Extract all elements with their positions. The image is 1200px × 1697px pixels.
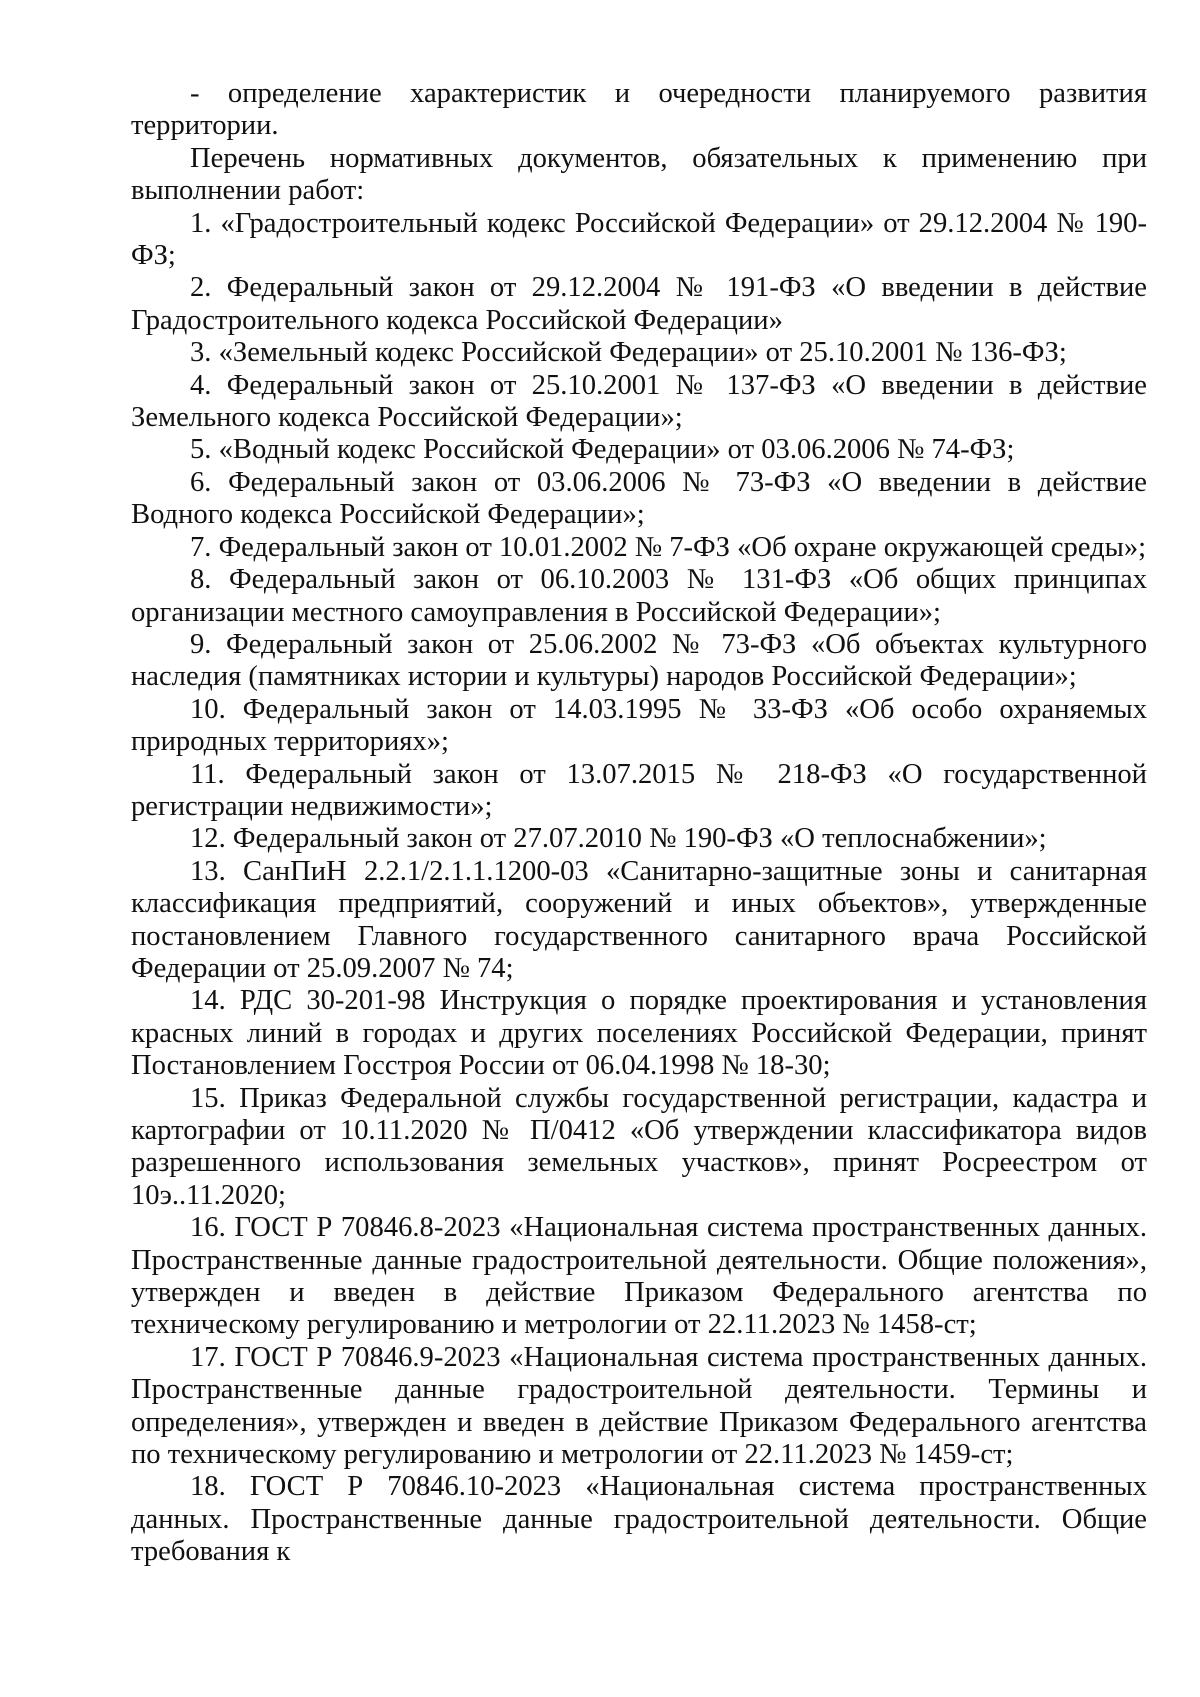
paragraph-intro-item: - определение характеристик и очередности планируемого развития территории. xyxy=(131,78,1155,142)
paragraph-documents-heading: Перечень нормативных документов, обязательных к применению при выполнении работ: xyxy=(131,142,1155,207)
list-item-1: 1. «Градостроительный кодекс Российской Федерации» от 29.12.2004 № 190-ФЗ; xyxy=(131,207,1147,272)
list-item-10: 10. Федеральный закон от 14.03.1995 № 33-ФЗ «Об особо охраняемых природных территориях»; xyxy=(131,693,1155,758)
list-item-14: 14. РДС 30-201-98 Инструкция о порядке проектирования и установления красных линий в городах и других поселениях Российской Федерации, принят Постановлением Госстроя России от 06.04.1998 № 18-30; xyxy=(131,985,1155,1082)
list-item-12: 12. Федеральный закон от 27.07.2010 № 190-ФЗ «О теплоснабжении»; xyxy=(190,823,1047,855)
document-body xyxy=(131,78,1155,1569)
list-item-9: 9. Федеральный закон от 25.06.2002 № 73-ФЗ «Об объектах культурного наследия (памятниках истории и культуры) народов Российской Федерации»; xyxy=(131,628,1155,693)
list-item-16: 16. ГОСТ Р 70846.8-2023 «Национальная система пространственных данных. Пространственные данные градостроительной деятельности. Общие положения», утвержден и введен в действие Приказом Федерального агентства по техническому регулированию и метрологии от 22.11.2023 № 1458-ст; xyxy=(131,1212,1155,1341)
list-item-18: 18. ГОСТ Р 70846.10-2023 «Национальная система пространственных данных. Пространственные данные градостроительной деятельности. Общие требования к xyxy=(131,1471,1155,1568)
list-item-3: 3. «Земельный кодекс Российской Федерации» от 25.10.2001 № 136-ФЗ; xyxy=(190,337,1067,369)
list-item-11: 11. Федеральный закон от 13.07.2015 № 218-ФЗ «О государственной регистрации недвижимости»; xyxy=(131,758,1155,822)
list-item-17: 17. ГОСТ Р 70846.9-2023 «Национальная система пространственных данных. Пространственные данные градостроительной деятельности. Термины и определения», утвержден и введен в действие Приказом Федерального агентства по техническому регулированию и метрологии от 22.11.2023 № 1459-ст; xyxy=(131,1341,1155,1471)
list-item-8: 8. Федеральный закон от 06.10.2003 № 131-ФЗ «Об общих принципах организации местного самоуправления в Российской Федерации»; xyxy=(131,564,1155,628)
list-item-7: 7. Федеральный закон от 10.01.2002 № 7-ФЗ «Об охране окружающей среды»; xyxy=(190,531,1147,563)
list-item-2: 2. Федеральный закон от 29.12.2004 № 191-ФЗ «О введении в действие Градостроительного кодекса Российской Федерации» xyxy=(131,272,1155,336)
list-item-13: 13. СанПиН 2.2.1/2.1.1.1200-03 «Санитарно-защитные зоны и санитарная классификация предприятий, сооружений и иных объектов», утвержденные постановлением Главного государственного санитарного врача Российской Федерации от 25.09.2007 № 74; xyxy=(131,855,1155,984)
list-item-6: 6. Федеральный закон от 03.06.2006 № 73-ФЗ «О введении в действие Водного кодекса Российской Федерации»; xyxy=(131,466,1155,531)
list-item-5: 5. «Водный кодекс Российской Федерации» от 03.06.2006 № 74-ФЗ; xyxy=(190,434,1015,466)
list-item-15: 15. Приказ Федеральной службы государственной регистрации, кадастра и картографии от 10.11.2020 № П/0412 «Об утверждении классификатора видов разрешенного использования земельных участков», принят Росреестром от 10э..11.2020; xyxy=(131,1082,1155,1211)
list-item-4: 4. Федеральный закон от 25.10.2001 № 137-ФЗ «О введении в действие Земельного кодекса Российской Федерации»; xyxy=(131,369,1155,434)
